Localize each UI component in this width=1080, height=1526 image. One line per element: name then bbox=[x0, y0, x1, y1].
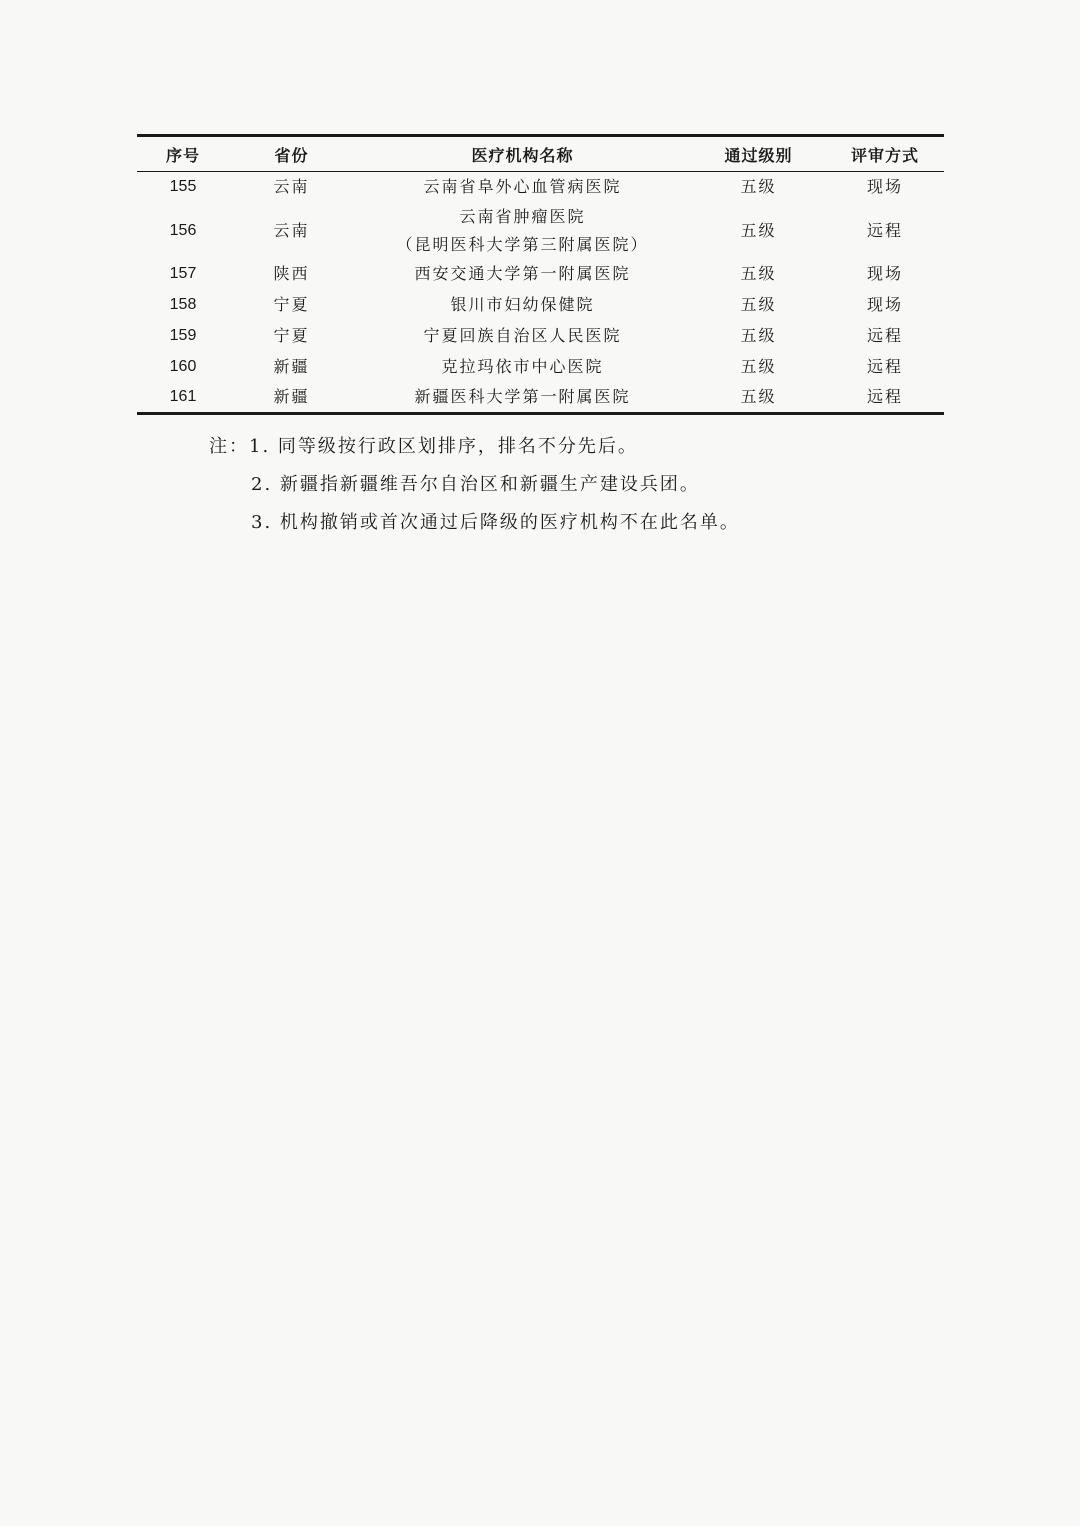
cell-serial-number: 159 bbox=[169, 327, 197, 344]
cell-institution-name bbox=[354, 383, 691, 414]
footnote-item bbox=[209, 466, 740, 504]
table-row bbox=[137, 259, 944, 290]
header-institution-name: 医疗机构名称 bbox=[354, 136, 691, 172]
cell-province: 云南 bbox=[273, 220, 310, 240]
cell-level: 五级 bbox=[740, 220, 777, 240]
cell-serial-number: 156 bbox=[169, 221, 197, 239]
cell-institution-name bbox=[354, 290, 691, 321]
footnote-text: 1. 同等级按行政区划排序，排名不分先后。 bbox=[249, 436, 638, 457]
institution-name-line: 银川市妇幼保健院 bbox=[450, 295, 595, 314]
cell-province: 新疆 bbox=[229, 383, 354, 414]
cell-level: 五级 bbox=[740, 177, 777, 197]
footnote-prefix: 注： bbox=[209, 436, 249, 457]
header-level: 通过级别 bbox=[691, 136, 826, 172]
cell-level: 五级 bbox=[740, 326, 777, 345]
cell-province: 云南 bbox=[273, 177, 310, 197]
table-row bbox=[137, 203, 944, 259]
table-header-row bbox=[137, 136, 944, 172]
institution-name-line: 新疆医科大学第一附属医院 bbox=[414, 387, 631, 407]
cell-review-mode: 远程 bbox=[866, 357, 903, 376]
cell-serial-number: 161 bbox=[137, 383, 229, 414]
cell-review-mode: 远程 bbox=[826, 383, 944, 414]
institution-name-line: 克拉玛依市中心医院 bbox=[441, 357, 604, 376]
cell-level: 五级 bbox=[691, 383, 826, 414]
cell-institution-name bbox=[354, 321, 691, 352]
institution-name-line: 西安交通大学第一附属医院 bbox=[414, 264, 631, 283]
cell-level: 五级 bbox=[740, 264, 777, 283]
cell-province: 新疆 bbox=[273, 357, 310, 376]
cell-institution-name bbox=[354, 259, 691, 290]
cell-institution-name bbox=[354, 203, 691, 259]
footnotes bbox=[209, 428, 740, 542]
cell-serial-number: 157 bbox=[169, 265, 197, 282]
header-province: 省份 bbox=[229, 136, 354, 172]
cell-serial-number: 155 bbox=[169, 178, 197, 196]
footnote-item bbox=[209, 504, 740, 542]
cell-institution-name bbox=[354, 352, 691, 383]
cell-institution-name bbox=[354, 172, 691, 203]
cell-review-mode: 现场 bbox=[866, 264, 903, 283]
cell-level: 五级 bbox=[740, 295, 777, 314]
cell-review-mode: 现场 bbox=[866, 295, 903, 314]
institution-name-line: 宁夏回族自治区人民医院 bbox=[423, 326, 622, 345]
hospital-list-table bbox=[137, 134, 944, 415]
cell-review-mode: 远程 bbox=[866, 326, 903, 345]
footnote-item bbox=[209, 428, 740, 466]
cell-province: 宁夏 bbox=[273, 295, 310, 314]
cell-province: 陕西 bbox=[273, 264, 310, 283]
cell-level: 五级 bbox=[740, 357, 777, 376]
table-row bbox=[137, 321, 944, 352]
table-row bbox=[137, 172, 944, 203]
table-row bbox=[137, 290, 944, 321]
institution-name-line: 云南省阜外心血管病医院 bbox=[423, 177, 622, 197]
footnote-text: 2. 新疆指新疆维吾尔自治区和新疆生产建设兵团。 bbox=[251, 474, 700, 495]
cell-review-mode: 现场 bbox=[866, 177, 903, 197]
cell-serial-number: 158 bbox=[169, 296, 197, 313]
table-row bbox=[137, 352, 944, 383]
institution-name-line: 云南省肿瘤医院 bbox=[459, 206, 586, 226]
cell-serial-number: 160 bbox=[169, 358, 197, 375]
cell-province: 宁夏 bbox=[273, 326, 310, 345]
footnote-text: 3. 机构撤销或首次通过后降级的医疗机构不在此名单。 bbox=[251, 512, 740, 533]
institution-name-line: （昆明医科大学第三附属医院） bbox=[396, 234, 649, 254]
table-row bbox=[137, 383, 944, 414]
header-review-mode: 评审方式 bbox=[826, 136, 944, 172]
header-serial-number: 序号 bbox=[137, 136, 229, 172]
cell-review-mode: 远程 bbox=[866, 220, 903, 240]
